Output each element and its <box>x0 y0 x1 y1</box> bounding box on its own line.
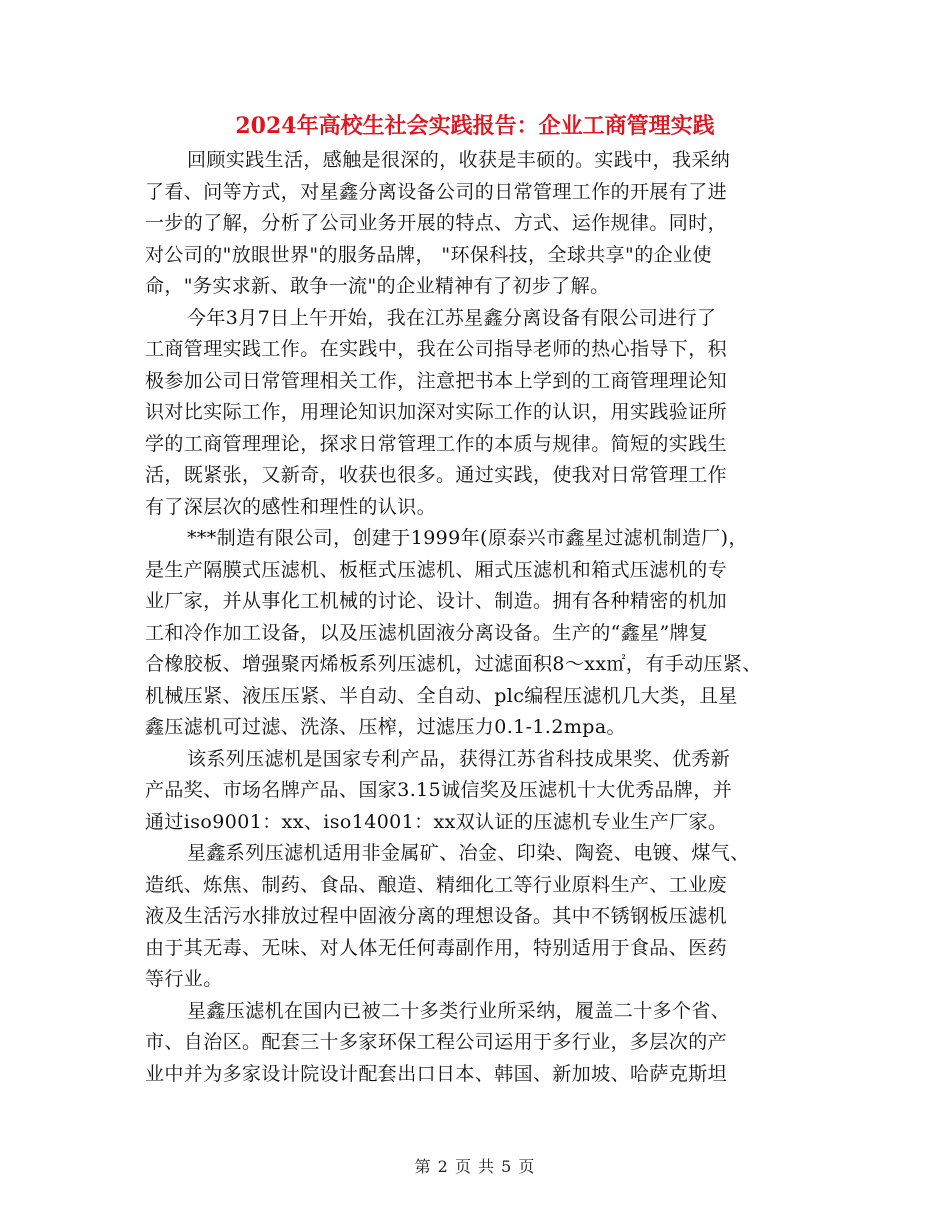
text-line: 工商管理实践工作。在实践中，我在公司指导老师的热心指导下，积 <box>145 338 728 360</box>
text-line: 命，"务实求新、敢争一流"的企业精神有了初步了解。 <box>145 275 610 297</box>
text-line: 有了深层次的感性和理性的认识。 <box>145 495 437 518</box>
paragraph <box>145 996 825 1091</box>
page-number: 第 2 页 共 5 页 <box>414 1157 536 1176</box>
text-line: 星鑫系列压滤机适用非金属矿、冶金、印染、陶瓷、电镀、煤气、 <box>187 842 750 864</box>
text-line: 回顾实践生活，感触是很深的，收获是丰硕的。实践中，我采纳 <box>187 149 731 171</box>
text-line: 造纸、炼焦、制药、食品、酿造、精细化工等行业原料生产、工业废 <box>145 873 728 896</box>
text-line: 该系列压滤机是国家专利产品，获得江苏省科技成果奖、优秀新 <box>187 747 731 770</box>
paragraph <box>145 838 825 996</box>
text-line: 业中并为多家设计院设计配套出口日本、韩国、新加坡、哈萨克斯坦 <box>145 1062 728 1085</box>
paragraph <box>145 145 825 303</box>
text-line: 识对比实际工作，用理论知识加深对实际工作的认识，用实践验证所 <box>145 401 728 423</box>
document-body <box>145 145 825 1090</box>
text-line: 鑫压滤机可过滤、洗涤、压榨，过滤压力0.1-1.2mpa。 <box>145 716 626 738</box>
text-line: 由于其无毒、无味、对人体无任何毒副作用，特别适用于食品、医药 <box>145 936 728 959</box>
text-line: 星鑫压滤机在国内已被二十多类行业所采纳，履盖二十多个省、 <box>187 999 731 1022</box>
text-line: 工和冷作加工设备，以及压滤机固液分离设备。生产的“鑫星”牌复 <box>145 621 709 644</box>
text-line: 产品奖、市场名牌产品、国家3.15诚信奖及压滤机十大优秀品牌，并 <box>145 779 733 801</box>
paragraph <box>145 744 825 839</box>
paragraph <box>145 523 825 744</box>
text-line: 活，既紧张，又新奇，收获也很多。通过实践，使我对日常管理工作 <box>145 464 728 486</box>
text-line: 业厂家，并从事化工机械的讨论、设计、制造。拥有各种精密的机加 <box>145 590 728 612</box>
text-line: 机械压紧、液压压紧、半自动、全自动、plc编程压滤机几大类，且星 <box>145 684 738 707</box>
text-line: ***制造有限公司，创建于1999年(原泰兴市鑫星过滤机制造厂)， <box>187 527 748 549</box>
text-line: 对公司的"放眼世界"的服务品牌， "环保科技，全球共享"的企业使 <box>145 243 712 266</box>
text-line: 市、自治区。配套三十多家环保工程公司运用于多行业，多层次的产 <box>145 1031 728 1053</box>
text-line: 合橡胶板、增强聚丙烯板系列压滤机，过滤面积8～xx㎡，有手动压紧、 <box>145 653 762 675</box>
text-line: 今年3月7日上午开始，我在江苏星鑫分离设备有限公司进行了 <box>187 306 717 329</box>
text-line: 极参加公司日常管理相关工作，注意把书本上学到的工商管理理论知 <box>145 369 728 392</box>
text-line: 是生产隔膜式压滤机、板框式压滤机、厢式压滤机和箱式压滤机的专 <box>145 558 728 581</box>
paragraph <box>145 303 825 524</box>
text-line: 学的工商管理理论，探求日常管理工作的本质与规律。简短的实践生 <box>145 432 728 455</box>
text-line: 了看、问等方式，对星鑫分离设备公司的日常管理工作的开展有了进 <box>145 180 728 203</box>
text-line: 等行业。 <box>145 968 223 990</box>
text-line: 液及生活污水排放过程中固液分离的理想设备。其中不锈钢板压滤机 <box>145 905 728 927</box>
document-title: 2024年高校生社会实践报告：企业工商管理实践 <box>235 113 715 139</box>
text-line: 通过iso9001：xx、iso14001：xx双认证的压滤机专业生产厂家。 <box>145 810 728 833</box>
text-line: 一步的了解，分析了公司业务开展的特点、方式、运作规律。同时， <box>145 212 728 234</box>
